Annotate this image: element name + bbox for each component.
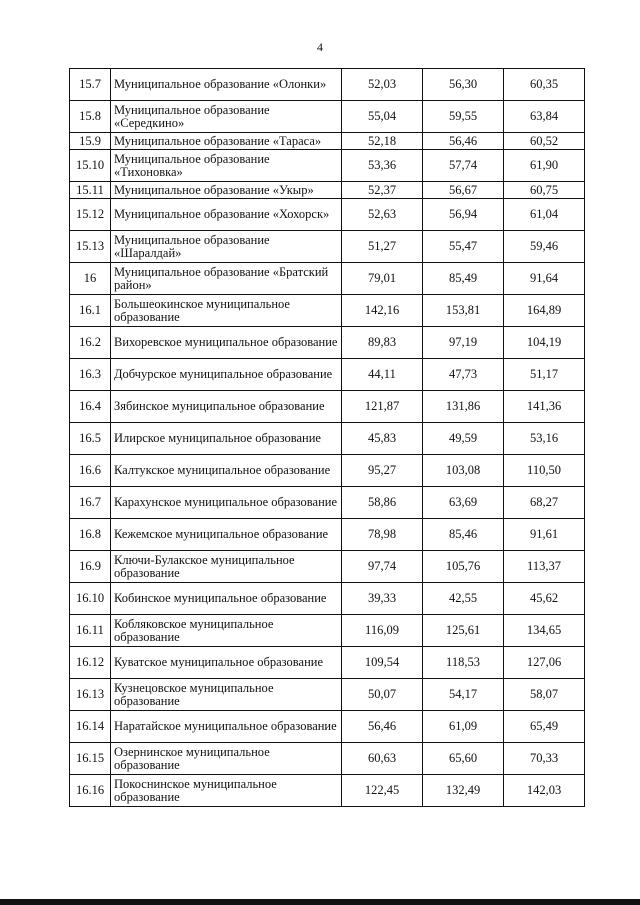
row-value-1: 95,27	[342, 455, 423, 487]
table-row	[70, 743, 585, 775]
row-number: 15.13	[70, 231, 111, 263]
row-name: Муниципальное образование «Тараса»	[111, 133, 342, 150]
row-number: 16.4	[70, 391, 111, 423]
row-name: Ключи-Булакское муниципальное образование	[111, 551, 342, 583]
row-name: Муниципальное образование «Братский район»	[111, 263, 342, 295]
row-value-2: 49,59	[423, 423, 504, 455]
table-row	[70, 551, 585, 583]
row-value-3: 63,84	[504, 101, 585, 133]
row-number: 15.7	[70, 69, 111, 101]
row-value-3: 127,06	[504, 647, 585, 679]
row-value-2: 54,17	[423, 679, 504, 711]
row-name: Добчурское муниципальное образование	[111, 359, 342, 391]
row-name: Покоснинское муниципальное образование	[111, 775, 342, 807]
row-value-2: 56,30	[423, 69, 504, 101]
row-value-2: 103,08	[423, 455, 504, 487]
row-name: Муниципальное образование «Шаралдай»	[111, 231, 342, 263]
row-value-1: 45,83	[342, 423, 423, 455]
row-name: Озернинское муниципальное образование	[111, 743, 342, 775]
row-value-3: 51,17	[504, 359, 585, 391]
row-name: Куватское муниципальное образование	[111, 647, 342, 679]
row-value-1: 122,45	[342, 775, 423, 807]
row-name: Илирское муниципальное образование	[111, 423, 342, 455]
row-value-1: 50,07	[342, 679, 423, 711]
row-name: Кежемское муниципальное образование	[111, 519, 342, 551]
table-row	[70, 455, 585, 487]
row-value-3: 61,90	[504, 150, 585, 182]
row-number: 16.8	[70, 519, 111, 551]
table-row	[70, 391, 585, 423]
row-value-3: 70,33	[504, 743, 585, 775]
row-number: 15.12	[70, 199, 111, 231]
row-number: 15.9	[70, 133, 111, 150]
row-value-1: 55,04	[342, 101, 423, 133]
row-number: 16.15	[70, 743, 111, 775]
row-value-1: 51,27	[342, 231, 423, 263]
row-value-3: 142,03	[504, 775, 585, 807]
table-row	[70, 231, 585, 263]
row-name: Кобинское муниципальное образование	[111, 583, 342, 615]
row-value-1: 142,16	[342, 295, 423, 327]
row-number: 16.3	[70, 359, 111, 391]
row-value-2: 85,49	[423, 263, 504, 295]
row-value-3: 61,04	[504, 199, 585, 231]
row-value-2: 131,86	[423, 391, 504, 423]
row-value-2: 65,60	[423, 743, 504, 775]
table-row	[70, 182, 585, 199]
row-name: Муниципальное образование «Хохорск»	[111, 199, 342, 231]
row-name: Зябинское муниципальное образование	[111, 391, 342, 423]
table-row	[70, 69, 585, 101]
row-value-2: 47,73	[423, 359, 504, 391]
row-value-1: 56,46	[342, 711, 423, 743]
table-row	[70, 101, 585, 133]
row-value-1: 89,83	[342, 327, 423, 359]
row-value-2: 125,61	[423, 615, 504, 647]
row-name: Муниципальное образование «Олонки»	[111, 69, 342, 101]
table-row	[70, 359, 585, 391]
row-name: Кузнецовское муниципальное образование	[111, 679, 342, 711]
row-value-2: 42,55	[423, 583, 504, 615]
row-value-2: 55,47	[423, 231, 504, 263]
row-value-3: 60,52	[504, 133, 585, 150]
row-name: Большеокинское муниципальное образование	[111, 295, 342, 327]
row-value-2: 59,55	[423, 101, 504, 133]
table-row	[70, 775, 585, 807]
row-number: 16.1	[70, 295, 111, 327]
row-number: 16.5	[70, 423, 111, 455]
row-number: 16.7	[70, 487, 111, 519]
table-row	[70, 583, 585, 615]
table-row	[70, 199, 585, 231]
row-number: 16.2	[70, 327, 111, 359]
row-value-1: 97,74	[342, 551, 423, 583]
row-value-1: 52,37	[342, 182, 423, 199]
row-value-3: 91,61	[504, 519, 585, 551]
row-value-3: 91,64	[504, 263, 585, 295]
row-value-1: 109,54	[342, 647, 423, 679]
row-name: Кобляковское муниципальное образование	[111, 615, 342, 647]
row-value-1: 52,03	[342, 69, 423, 101]
row-number: 16.10	[70, 583, 111, 615]
row-value-3: 141,36	[504, 391, 585, 423]
row-value-1: 53,36	[342, 150, 423, 182]
row-value-3: 65,49	[504, 711, 585, 743]
row-value-3: 164,89	[504, 295, 585, 327]
row-value-2: 63,69	[423, 487, 504, 519]
row-value-2: 56,46	[423, 133, 504, 150]
row-value-2: 153,81	[423, 295, 504, 327]
row-name: Калтукское муниципальное образование	[111, 455, 342, 487]
row-value-1: 60,63	[342, 743, 423, 775]
row-value-1: 52,63	[342, 199, 423, 231]
row-name: Муниципальное образование «Середкино»	[111, 101, 342, 133]
row-value-3: 68,27	[504, 487, 585, 519]
table-row	[70, 133, 585, 150]
row-value-3: 59,46	[504, 231, 585, 263]
row-value-1: 52,18	[342, 133, 423, 150]
row-value-1: 121,87	[342, 391, 423, 423]
row-value-3: 104,19	[504, 327, 585, 359]
row-number: 16.13	[70, 679, 111, 711]
row-number: 16	[70, 263, 111, 295]
row-value-2: 57,74	[423, 150, 504, 182]
row-value-3: 45,62	[504, 583, 585, 615]
table-row	[70, 327, 585, 359]
row-value-2: 97,19	[423, 327, 504, 359]
row-name: Наратайское муниципальное образование	[111, 711, 342, 743]
row-value-1: 79,01	[342, 263, 423, 295]
row-value-3: 60,75	[504, 182, 585, 199]
row-name: Муниципальное образование «Тихоновка»	[111, 150, 342, 182]
data-table	[69, 68, 585, 807]
table-body	[70, 69, 585, 807]
row-value-2: 56,67	[423, 182, 504, 199]
row-value-3: 110,50	[504, 455, 585, 487]
row-number: 15.8	[70, 101, 111, 133]
row-value-3: 60,35	[504, 69, 585, 101]
row-number: 15.10	[70, 150, 111, 182]
row-value-1: 44,11	[342, 359, 423, 391]
table-row	[70, 150, 585, 182]
row-value-1: 58,86	[342, 487, 423, 519]
row-name: Вихоревское муниципальное образование	[111, 327, 342, 359]
scan-edge	[0, 899, 640, 905]
row-value-3: 53,16	[504, 423, 585, 455]
row-name: Карахунское муниципальное образование	[111, 487, 342, 519]
row-value-3: 58,07	[504, 679, 585, 711]
row-value-2: 61,09	[423, 711, 504, 743]
row-number: 16.6	[70, 455, 111, 487]
row-name: Муниципальное образование «Укыр»	[111, 182, 342, 199]
row-value-2: 56,94	[423, 199, 504, 231]
row-value-2: 132,49	[423, 775, 504, 807]
table-row	[70, 263, 585, 295]
table-row	[70, 487, 585, 519]
table-row	[70, 647, 585, 679]
row-number: 16.11	[70, 615, 111, 647]
table-row	[70, 711, 585, 743]
row-value-1: 78,98	[342, 519, 423, 551]
row-value-2: 105,76	[423, 551, 504, 583]
row-number: 16.14	[70, 711, 111, 743]
row-value-2: 118,53	[423, 647, 504, 679]
table-row	[70, 423, 585, 455]
table-row	[70, 615, 585, 647]
table-row	[70, 519, 585, 551]
row-value-2: 85,46	[423, 519, 504, 551]
row-value-1: 39,33	[342, 583, 423, 615]
table-row	[70, 679, 585, 711]
row-number: 16.9	[70, 551, 111, 583]
row-number: 16.16	[70, 775, 111, 807]
row-value-3: 134,65	[504, 615, 585, 647]
table-row	[70, 295, 585, 327]
row-value-1: 116,09	[342, 615, 423, 647]
row-number: 15.11	[70, 182, 111, 199]
row-number: 16.12	[70, 647, 111, 679]
row-value-3: 113,37	[504, 551, 585, 583]
page-number: 4	[317, 40, 323, 54]
